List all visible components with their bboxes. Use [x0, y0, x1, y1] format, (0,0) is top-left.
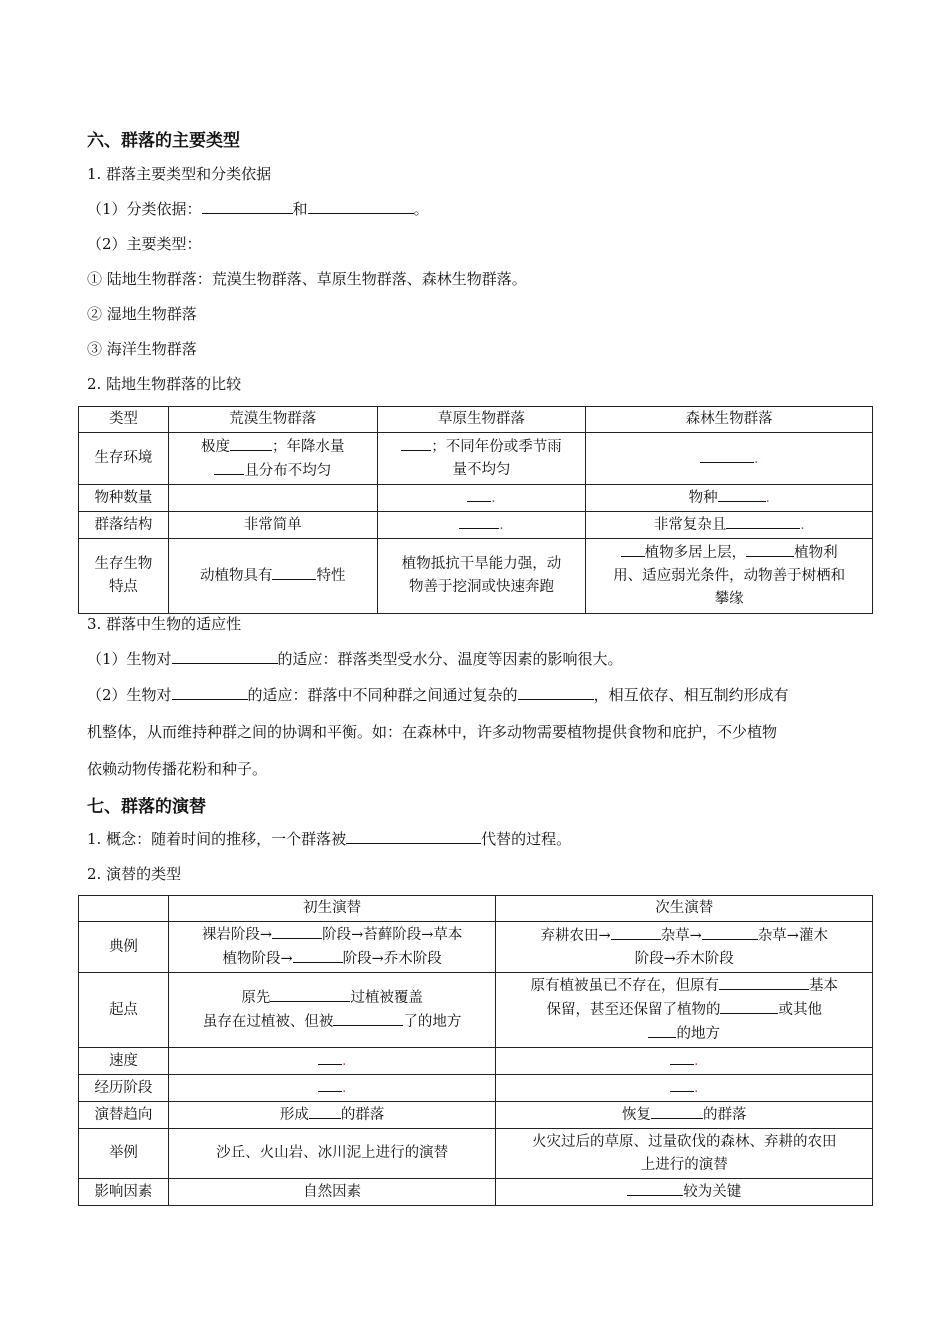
- table-cell: 非常简单: [168, 512, 377, 539]
- table-cell: .: [168, 1048, 496, 1075]
- table-row: [79, 512, 873, 539]
- blank[interactable]: [648, 1022, 676, 1038]
- blank[interactable]: [726, 513, 800, 529]
- main-types-label: （2）主要类型：: [87, 235, 202, 253]
- row-label: 经历阶段: [79, 1075, 169, 1102]
- table-cell: 裸岩阶段→ 阶段→苔藓阶段→草本 植物阶段→ 阶段→乔木阶段: [168, 922, 496, 973]
- blank[interactable]: [172, 648, 278, 664]
- type-item-1: ① 陆地生物群落：荒漠生物群落、草原生物群落、森林生物群落。: [87, 270, 527, 288]
- blank[interactable]: [718, 486, 766, 502]
- blank[interactable]: [214, 459, 244, 475]
- table-cell: 形成 的群落: [168, 1102, 496, 1129]
- concept-line: 1. 概念：随着时间的推移，一个群落被 代替的过程。: [87, 830, 572, 848]
- table-cell: 弃耕农田→ 杂草→ 杂草→灌木 阶段→乔木阶段: [496, 922, 873, 973]
- blank[interactable]: [272, 564, 316, 580]
- section-6-title: 六、群落的主要类型: [87, 131, 240, 151]
- header-cell: 荒漠生物群落: [168, 407, 377, 433]
- table-cell: 原先 过植被覆盖 虽存在过植被、但被 了的地方: [168, 973, 496, 1048]
- blank[interactable]: [746, 541, 794, 557]
- header-cell: 草原生物群落: [377, 407, 586, 433]
- blank[interactable]: [272, 923, 322, 939]
- blank[interactable]: [293, 947, 343, 963]
- header-cell: 次生演替: [496, 896, 873, 922]
- blank[interactable]: [651, 1103, 703, 1119]
- blank[interactable]: [670, 1076, 694, 1092]
- row-label: 影响因素: [79, 1179, 169, 1206]
- adaptation-line-2: （2）生物对 的适应：群落中不同种群之间通过复杂的 ，相互依存、相互制约形成有: [87, 686, 789, 704]
- table-row: [79, 539, 873, 614]
- row-label: 典例: [79, 922, 169, 973]
- succession-table: [78, 895, 873, 1206]
- table-row: [79, 485, 873, 512]
- table-header-row: [79, 896, 873, 922]
- table-cell: [168, 485, 377, 512]
- blank[interactable]: [700, 447, 754, 463]
- table-cell: .: [496, 1048, 873, 1075]
- blank[interactable]: [611, 924, 661, 940]
- blank[interactable]: [270, 986, 350, 1002]
- table-cell: 沙丘、火山岩、冰川泥上进行的演替: [168, 1129, 496, 1179]
- table-cell: 动植物具有 特性: [168, 539, 377, 614]
- row-label: 起点: [79, 973, 169, 1048]
- table-cell: 原有植被虽已不存在，但原有 基本 保留，甚至还保留了植物的 或其他 的地方: [496, 973, 873, 1048]
- table-cell: .: [496, 1075, 873, 1102]
- adaptation-line-1: （1）生物对 的适应：群落类型受水分、温度等因素的影响很大。: [87, 650, 623, 668]
- blank[interactable]: [627, 1180, 683, 1196]
- subheading-2: 2. 陆地生物群落的比较: [87, 375, 242, 393]
- blank[interactable]: [346, 828, 481, 844]
- table-row: [79, 973, 873, 1048]
- blank[interactable]: [720, 998, 778, 1014]
- row-label: 演替趋向: [79, 1102, 169, 1129]
- blank[interactable]: [202, 198, 293, 214]
- blank[interactable]: [308, 198, 414, 214]
- table-header-row: [79, 407, 873, 433]
- subheading-1: 1. 群落主要类型和分类依据: [87, 165, 272, 183]
- table-cell: 自然因素: [168, 1179, 496, 1206]
- table-row: [79, 1048, 873, 1075]
- table-row: [79, 1129, 873, 1179]
- blank[interactable]: [318, 1049, 342, 1065]
- blank[interactable]: [518, 684, 594, 700]
- row-label: 物种数量: [79, 485, 169, 512]
- table-row: [79, 1179, 873, 1206]
- blank[interactable]: [467, 486, 491, 502]
- table-row: [79, 433, 873, 485]
- row-label: 生存环境: [79, 433, 169, 485]
- subheading-succession-types: 2. 演替的类型: [87, 865, 182, 883]
- blank[interactable]: [621, 541, 645, 557]
- header-cell: 初生演替: [168, 896, 496, 922]
- table-cell: 植物抵抗干旱能力强，动 物善于挖洞或快速奔跑: [377, 539, 586, 614]
- table-cell: .: [377, 512, 586, 539]
- header-cell: 森林生物群落: [586, 407, 873, 433]
- classification-basis-line: （1）分类依据： 和 。: [87, 200, 429, 218]
- header-cell: 类型: [79, 407, 169, 433]
- header-cell: [79, 896, 169, 922]
- terrestrial-community-table: [78, 406, 873, 614]
- table-cell: .: [586, 433, 873, 485]
- table-row: [79, 1102, 873, 1129]
- table-cell: 非常复杂且 .: [586, 512, 873, 539]
- table-cell: 恢复 的群落: [496, 1102, 873, 1129]
- table-cell: 火灾过后的草原、过量砍伐的森林、弃耕的农田 上进行的演替: [496, 1129, 873, 1179]
- subheading-3: 3. 群落中生物的适应性: [87, 615, 242, 633]
- blank[interactable]: [459, 513, 499, 529]
- blank[interactable]: [670, 1049, 694, 1065]
- adaptation-line-4: 依赖动物传播花粉和种子。: [87, 760, 268, 778]
- blank[interactable]: [318, 1076, 342, 1092]
- table-cell: 植物多居上层， 植物利 用、适应弱光条件，动物善于树栖和 攀缘: [586, 539, 873, 614]
- blank[interactable]: [702, 924, 758, 940]
- table-cell: .: [168, 1075, 496, 1102]
- row-label: 群落结构: [79, 512, 169, 539]
- blank[interactable]: [172, 684, 248, 700]
- blank[interactable]: [719, 974, 809, 990]
- table-cell: ；不同年份或季节雨 量不均匀: [377, 433, 586, 485]
- row-label: 生存生物 特点: [79, 539, 169, 614]
- row-label: 速度: [79, 1048, 169, 1075]
- type-item-3: ③ 海洋生物群落: [87, 340, 197, 358]
- table-cell: 较为关键: [496, 1179, 873, 1206]
- table-cell: 极度 ；年降水量 且分布不均匀: [168, 433, 377, 485]
- table-cell: .: [377, 485, 586, 512]
- section-7-title: 七、群落的演替: [87, 797, 206, 817]
- blank[interactable]: [333, 1010, 403, 1026]
- blank[interactable]: [309, 1103, 341, 1119]
- row-label: 举例: [79, 1129, 169, 1179]
- blank[interactable]: [230, 435, 272, 451]
- adaptation-line-3: 机整体，从而维持种群之间的协调和平衡。如：在森林中，许多动物需要植物提供食物和庇护，不少植物: [87, 723, 778, 741]
- table-row: [79, 1075, 873, 1102]
- blank[interactable]: [401, 435, 431, 451]
- table-cell: 物种 .: [586, 485, 873, 512]
- table-row: [79, 922, 873, 973]
- type-item-2: ② 湿地生物群落: [87, 305, 197, 323]
